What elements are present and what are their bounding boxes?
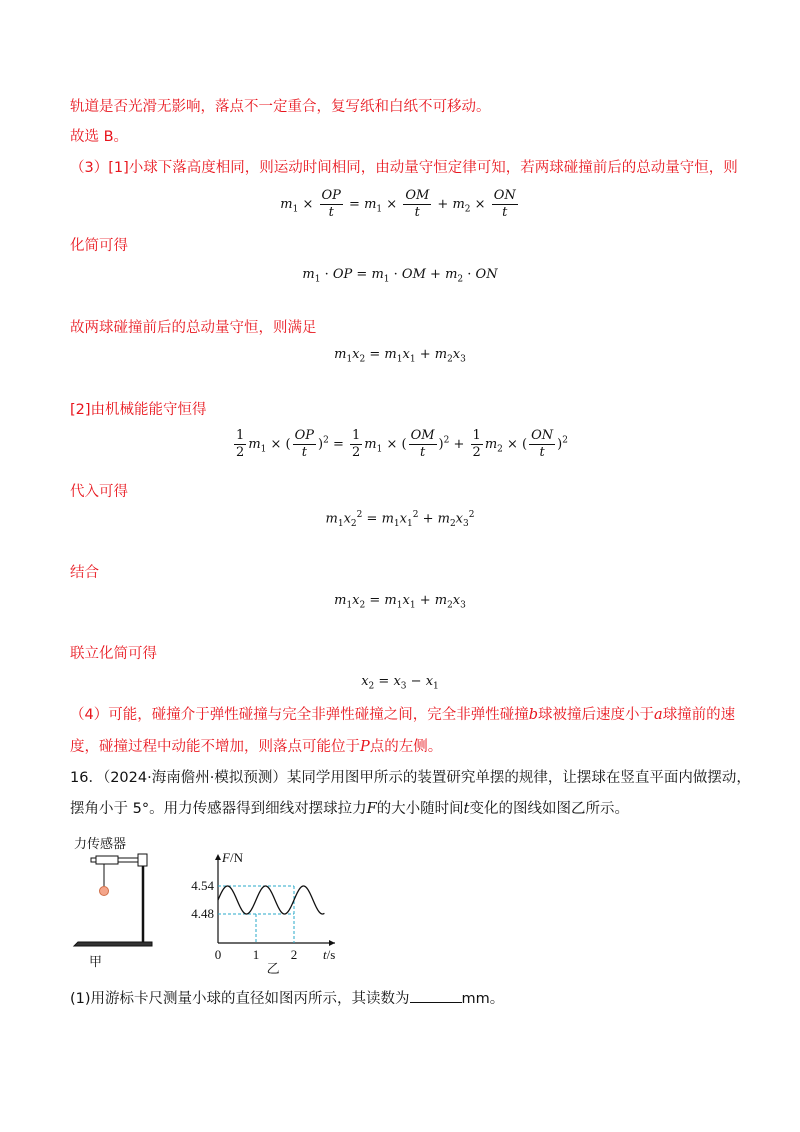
var-b: b bbox=[528, 707, 539, 723]
text-line-10-c: 球被撞后速度小于 bbox=[538, 707, 655, 723]
question-16-line-2 bbox=[70, 799, 629, 819]
x-tick-label-2: 2 bbox=[290, 947, 298, 962]
x-axis-label: t/s bbox=[323, 947, 336, 962]
y-axis-label: F/N bbox=[222, 850, 243, 865]
pendulum-bob bbox=[100, 887, 109, 896]
series-line-F bbox=[218, 886, 324, 914]
sensor-label: 力传感器 bbox=[74, 836, 127, 851]
text-line-10-e: 球撞前的速 bbox=[662, 707, 736, 723]
force-sensor bbox=[96, 856, 118, 864]
text-line-3: （3）[1]小球下落高度相同，则运动时间相同，由动量守恒定律可知，若两球碰撞前后的总动量守恒，则 bbox=[70, 160, 738, 176]
figure-yi-chart bbox=[180, 848, 350, 976]
var-t: t bbox=[463, 801, 470, 817]
text-line-8: 结合 bbox=[70, 565, 99, 581]
equation-3: $m_1x_2 = m_1x_1 + m_2x_3$ bbox=[334, 347, 466, 365]
text-line-11 bbox=[70, 737, 442, 757]
y-tick-label-max: 4.54 bbox=[191, 878, 214, 893]
text-line-4: 化简可得 bbox=[70, 238, 128, 254]
equation-1: $m_1$ × $\frac{OP}{t}$ = $m_1$ × $\frac{OM}{t}$ + $m_2$ × $\frac{ON}{t}$ bbox=[280, 188, 516, 220]
equation-6: $m_1x_2 = m_1x_1 + m_2x_3$ bbox=[334, 593, 466, 611]
var-a: a bbox=[654, 707, 663, 723]
figure-jia bbox=[66, 834, 166, 974]
caption-jia: 甲 bbox=[89, 954, 103, 969]
question-16-line-1: 16．（2024·海南儋州·模拟预测）某同学用图甲所示的装置研究单摆的规律，让摆球在竖直平面内做摆动， bbox=[70, 770, 751, 786]
answer-blank[interactable] bbox=[410, 988, 462, 1003]
equation-5: $m_1x_2^2 = m_1x_1^2 + m_2x_3^2$ bbox=[325, 510, 475, 529]
text-line-10-a: （4）可能，碰撞介于弹性碰撞与完全非弹性碰撞之间，完全非弹性碰撞 bbox=[70, 707, 529, 723]
x-axis-arrow bbox=[329, 940, 335, 946]
text-line-11-c: 点的左侧。 bbox=[369, 739, 443, 755]
caption-yi: 乙 bbox=[266, 961, 280, 976]
text-line-11-a: 度，碰撞过程中动能不增加，则落点可能位于 bbox=[70, 739, 360, 755]
x-tick-label-0: 0 bbox=[214, 947, 222, 962]
clamp bbox=[138, 854, 147, 866]
y-axis-arrow bbox=[215, 854, 221, 860]
q16-line-2-a: 摆角小于 5°。用力传感器得到细线对摆球拉力 bbox=[70, 801, 367, 817]
text-line-7: 代入可得 bbox=[70, 484, 128, 500]
equation-7: $x_2 = x_3 - x_1$ bbox=[361, 674, 439, 692]
var-P: P bbox=[360, 739, 370, 755]
question-16-sub-1 bbox=[70, 988, 504, 1009]
equation-4: $\frac{1}{2}$ $m_1$ × ( $\frac{OP}{t}$ )$^2$ = $\frac{1}{2}$ $m_1$ × ( $\frac{OM}{t}$ )$^2$ + $\frac{1}{2}$ $m_2$ × ( $\frac{ON}{t}$ )$^2$ bbox=[236, 428, 568, 460]
var-F: F bbox=[366, 801, 377, 817]
text-line-6: [2]由机械能能守恒得 bbox=[70, 402, 207, 418]
q16-sub1-a: (1)用游标卡尺测量小球的直径如图丙所示，其读数为 bbox=[70, 991, 410, 1007]
text-line-10 bbox=[70, 705, 735, 725]
q16-line-2-c: 变化的图线如图乙所示。 bbox=[469, 801, 629, 817]
text-line-1: 轨道是否光滑无影响，落点不一定重合，复写纸和白纸不可移动。 bbox=[70, 99, 491, 115]
stand-base bbox=[74, 942, 152, 946]
q16-sub1-b: mm。 bbox=[461, 991, 505, 1007]
y-tick-label-min: 4.48 bbox=[191, 906, 214, 921]
x-tick-label-1: 1 bbox=[252, 947, 260, 962]
text-line-9: 联立化简可得 bbox=[70, 646, 157, 662]
equation-2: $m_1$ · OP = $m_1$ · OM + $m_2$ · ON bbox=[302, 267, 498, 285]
q16-line-2-b: 的大小随时间 bbox=[376, 801, 464, 817]
text-line-5: 故两球碰撞前后的总动量守恒，则满足 bbox=[70, 320, 317, 336]
text-line-2: 故选 B。 bbox=[70, 129, 129, 145]
